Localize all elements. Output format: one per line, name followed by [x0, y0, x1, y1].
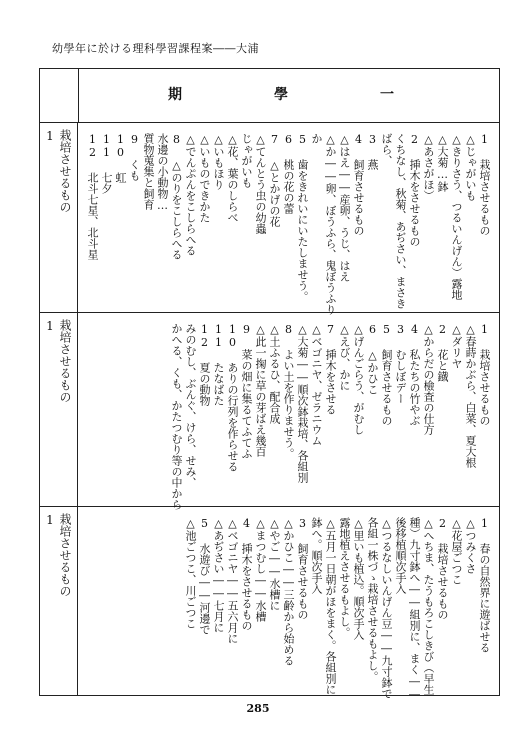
- term-heading-band: [40, 69, 499, 123]
- block-2-lines: [169, 323, 491, 510]
- text-column: △きりさう、つるいんげん）露地: [450, 133, 463, 300]
- block-3-lines: [183, 517, 491, 701]
- text-column: 6 桃の花の蕾: [282, 133, 295, 214]
- text-column: みのむし、ぶんぐ、けら、せみ、: [184, 323, 197, 488]
- text-column: 8 よい土を作りませう。: [282, 323, 295, 459]
- text-column: △つみくさ: [464, 517, 477, 574]
- text-column: 12 北斗七星、北斗星: [86, 133, 99, 260]
- text-column: 各組一株づゝ栽培させるもよし。: [366, 517, 379, 682]
- text-column: 2 花と鐡: [436, 323, 449, 382]
- text-column: 11 七夕: [100, 133, 113, 194]
- text-column: △春蒔かぶら、白菜、夏大根: [464, 323, 477, 468]
- text-column: △ダリヤ: [450, 323, 463, 369]
- text-column: 質物蒐集と飼育: [142, 133, 155, 210]
- text-column: 露地植えさせるもよし。: [338, 517, 351, 638]
- text-column: △へちま、たうもろこしきび（早生: [422, 517, 435, 695]
- heading-char-ichi: 一: [380, 87, 394, 103]
- text-column: 8 △のりをこしらへる: [170, 133, 183, 260]
- text-column: 5 歯をきれいにいたしませう。: [296, 133, 309, 302]
- text-column: △いものできかた: [198, 133, 211, 223]
- text-column: 12 夏の動物: [198, 323, 211, 406]
- text-column: △花屋ごつこ: [450, 517, 463, 585]
- heading-char-gaku: 學: [274, 87, 288, 103]
- text-column: △かひこ――三齢から始める: [282, 517, 295, 666]
- curriculum-table: [39, 68, 500, 701]
- text-column: △でんぷんをこしらへる: [184, 133, 197, 256]
- text-column: △五月一日朝がほをまく。各組別に: [324, 517, 337, 695]
- text-column: 3 飼育させるもの: [296, 517, 309, 620]
- block-1-label: [40, 123, 78, 312]
- block-2-label: [40, 313, 78, 506]
- text-column: 1 春の自然界に遊ばせる: [478, 517, 491, 653]
- text-column: 9 くも: [128, 133, 141, 181]
- text-column: 9 菜の畑に集るてふてふ: [240, 323, 253, 459]
- text-column: じゃがいも: [240, 133, 253, 188]
- text-column: 2 挿木をさせるもの: [408, 133, 421, 247]
- text-column: 4 飼育させるもの: [352, 133, 365, 236]
- text-column: △あぢさい――七月に: [212, 517, 225, 633]
- text-column: 4 挿木をさせるもの: [240, 517, 253, 631]
- heading-char-ki: 期: [168, 87, 182, 103]
- text-column: 3 燕: [366, 133, 379, 170]
- text-column: 水邊の小動物…: [156, 133, 169, 212]
- text-column: 7 挿木をさせる: [324, 323, 337, 415]
- text-column: 5 飼育させるもの: [380, 323, 393, 426]
- text-column: △はえ――産卵、うじ、はえ: [338, 133, 351, 282]
- block-1: [40, 123, 499, 313]
- text-column: 10 ありの行列を作らせる: [226, 323, 239, 472]
- running-header: 幼學年に於ける理科學習課程案――大浦: [52, 42, 259, 55]
- text-column: 4 私たちの竹やぶ: [408, 323, 421, 426]
- text-column: △ベゴニヤ、ゼラニウム: [310, 323, 323, 446]
- text-column: 3 むしぼデー: [394, 323, 407, 404]
- text-column: 7 △とかげの花: [268, 133, 281, 227]
- text-column: △てんとう虫の幼蟲: [254, 133, 267, 234]
- text-column: △えび、かに: [338, 323, 351, 391]
- text-column: △大菊――順次鉢栽培、各組別: [296, 323, 309, 483]
- corner-divider: [78, 69, 79, 123]
- block-1-label-text: 栽培させるもの: [58, 129, 72, 213]
- text-column: △からだの檢査の仕方: [422, 323, 435, 435]
- block-1-label-number: 1: [43, 129, 57, 143]
- text-column: くちなし、秋菊、あぢさい、まさき: [394, 133, 407, 309]
- text-column: 6 △かひこ: [366, 323, 379, 395]
- text-column: △つるなしいんげん豆――九寸鉢で: [380, 517, 393, 699]
- block-3-label: [40, 507, 78, 695]
- text-column: △大菊…鉢: [436, 133, 449, 192]
- text-column: 10 虹: [114, 133, 127, 183]
- text-column: △か――卵、ぼうふら、鬼ぼうふり: [324, 133, 337, 315]
- text-column: △里いも植込。順次手入: [352, 517, 365, 640]
- text-column: 1 栽培させるもの: [478, 133, 491, 236]
- block-2-label-number: 1: [43, 319, 57, 333]
- text-column: △じゃがいも: [464, 133, 477, 201]
- text-column: △池ごつこ、川ごつこ: [184, 517, 197, 629]
- text-column: △土ふるひ、配合成: [268, 323, 281, 424]
- text-column: △ベゴニヤ――五六月に: [226, 517, 239, 644]
- text-column: 後移植順次手入: [394, 517, 407, 594]
- text-column: △やご――水槽に: [268, 517, 281, 611]
- text-column: △げんごらう、がむし: [352, 323, 365, 435]
- block-2-label-text: 栽培させるもの: [58, 319, 72, 403]
- page-number: 285: [246, 702, 270, 715]
- text-column: 鉢へ。順次手入: [310, 517, 323, 594]
- block-1-lines: [85, 133, 491, 315]
- text-column: △まつむし――水槽: [254, 517, 267, 622]
- block-3: [40, 507, 499, 701]
- block-3-label-number: 1: [43, 513, 57, 527]
- text-column: △あさがほ）: [422, 133, 435, 201]
- text-column: か: [310, 133, 323, 144]
- text-column: △いもほり: [212, 133, 225, 190]
- block-2: [40, 313, 499, 510]
- text-column: かへる、くも、かたつむり等の中から: [170, 323, 183, 510]
- text-column: 5 水遊び――河邊で: [198, 517, 211, 635]
- text-column: △此一掬に草の芽ばえ幾百: [254, 323, 267, 457]
- text-column: 種）九寸鉢へ――組別に、まく――: [408, 517, 421, 701]
- text-column: 2 栽培させるもの: [436, 517, 449, 620]
- text-column: △花、葉のしらべ: [226, 133, 239, 223]
- text-column: ばら、: [380, 133, 393, 166]
- text-column: 1 栽培させるもの: [478, 323, 491, 426]
- text-column: 11 たなばた: [212, 323, 225, 406]
- block-3-label-text: 栽培させるもの: [58, 513, 72, 597]
